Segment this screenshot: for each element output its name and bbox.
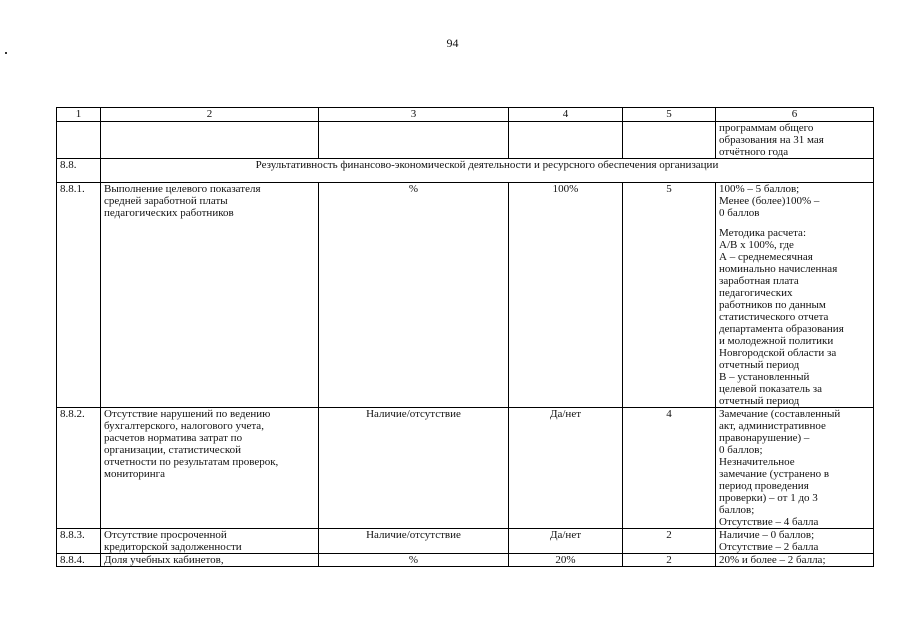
text-line: отчетности по результатам проверок,: [104, 456, 279, 468]
text-line: Доля учебных кабинетов,: [104, 554, 224, 566]
text-line: баллов;: [719, 504, 755, 516]
indicator-name: [101, 408, 319, 529]
text-line: В – установленный: [719, 371, 810, 383]
text-line: Новгородской области за: [719, 347, 837, 359]
table-row: [57, 183, 874, 408]
text-line: Выполнение целевого показателя: [104, 183, 261, 195]
section-title: Результативность финансово-экономической деятельности и ресурсного обеспечения организации: [101, 159, 874, 183]
criteria-table: [56, 107, 874, 567]
text-line: А – среднемесячная: [719, 251, 813, 263]
text-line: замечание (устранено в: [719, 468, 830, 480]
text-line: Незначительное: [719, 456, 795, 468]
score-cell: 4: [623, 408, 716, 529]
text-line: кредиторской задолженности: [104, 541, 242, 553]
criteria-cell: [716, 554, 874, 567]
value-cell: 20%: [509, 554, 623, 567]
text-line: Методика расчета:: [719, 227, 806, 239]
scan-speck: [5, 52, 7, 54]
text-line: 0 баллов;: [719, 444, 763, 456]
text-line: образования на 31 мая: [719, 134, 824, 146]
text-line: Отсутствие – 4 балла: [719, 516, 819, 528]
text-line: работников по данным: [719, 299, 826, 311]
text-line: 100% – 5 баллов;: [719, 183, 800, 195]
table-header-row: [57, 108, 874, 122]
text-line: отчетный период: [719, 395, 800, 407]
score-cell: 5: [623, 183, 716, 408]
text-line: расчетов норматива затрат по: [104, 432, 243, 444]
text-line: проверки) – от 1 до 3: [719, 492, 818, 504]
text-line: номинально начисленная: [719, 263, 838, 275]
indicator-name: [101, 554, 319, 567]
text-line: A/B x 100%, где: [719, 239, 794, 251]
row-number: 8.8.2.: [57, 408, 101, 529]
text-line: педагогических работников: [104, 207, 234, 219]
column-header: 6: [716, 108, 874, 122]
text-line: Наличие – 0 баллов;: [719, 529, 815, 541]
column-header: 4: [509, 108, 623, 122]
table-row: [57, 408, 874, 529]
text-line: отчётного года: [719, 146, 789, 158]
page-number: 94: [446, 36, 459, 50]
text-line: мониторинга: [104, 468, 166, 480]
table-row: [57, 529, 874, 554]
text-line: правонарушение) –: [719, 432, 810, 444]
value-cell: Да/нет: [509, 408, 623, 529]
text-line: заработная плата: [719, 275, 799, 287]
table-row: [57, 554, 874, 567]
column-header: 5: [623, 108, 716, 122]
text-line: целевой показатель за: [719, 383, 822, 395]
text-line: Отсутствие нарушений по ведению: [104, 408, 271, 420]
text-line: бухгалтерского, налогового учета,: [104, 420, 264, 432]
text-line: 20% и более – 2 балла;: [719, 554, 826, 566]
value-cell: 100%: [509, 183, 623, 408]
text-line: Менее (более)100% –: [719, 195, 820, 207]
row-number: 8.8.4.: [57, 554, 101, 567]
text-line: педагогических: [719, 287, 793, 299]
column-header: 3: [319, 108, 509, 122]
text-line: средней заработной платы: [104, 195, 228, 207]
text-line: Замечание (составленный: [719, 408, 841, 420]
text-line: программам общего: [719, 122, 814, 134]
text-line: статистического отчета: [719, 311, 829, 323]
indicator-name: [101, 183, 319, 408]
row-number: 8.8.1.: [57, 183, 101, 408]
criteria-cell: [716, 183, 874, 408]
indicator-name: [101, 529, 319, 554]
continuation-text: [716, 122, 874, 159]
text-line: период проведения: [719, 480, 809, 492]
criteria-cell: [716, 529, 874, 554]
text-line: департамента образования: [719, 323, 844, 335]
unit-cell: Наличие/отсутствие: [319, 529, 509, 554]
score-cell: 2: [623, 529, 716, 554]
text-line: и молодежной политики: [719, 335, 834, 347]
column-header: 2: [101, 108, 319, 122]
unit-cell: %: [319, 554, 509, 567]
unit-cell: %: [319, 183, 509, 408]
calculation-method: [719, 227, 870, 407]
score-cell: 2: [623, 554, 716, 567]
text-line: Отсутствие – 2 балла: [719, 541, 819, 553]
text-line: отчетный период: [719, 359, 800, 371]
column-header: 1: [57, 108, 101, 122]
text-line: 0 баллов: [719, 207, 760, 219]
text-line: акт, административное: [719, 420, 826, 432]
section-row: [57, 159, 874, 183]
unit-cell: Наличие/отсутствие: [319, 408, 509, 529]
text-line: Отсутствие просроченной: [104, 529, 227, 541]
continuation-row: [57, 122, 874, 159]
criteria-cell: [716, 408, 874, 529]
section-number: 8.8.: [57, 159, 101, 183]
value-cell: Да/нет: [509, 529, 623, 554]
row-number: 8.8.3.: [57, 529, 101, 554]
text-line: организации, статистической: [104, 444, 241, 456]
